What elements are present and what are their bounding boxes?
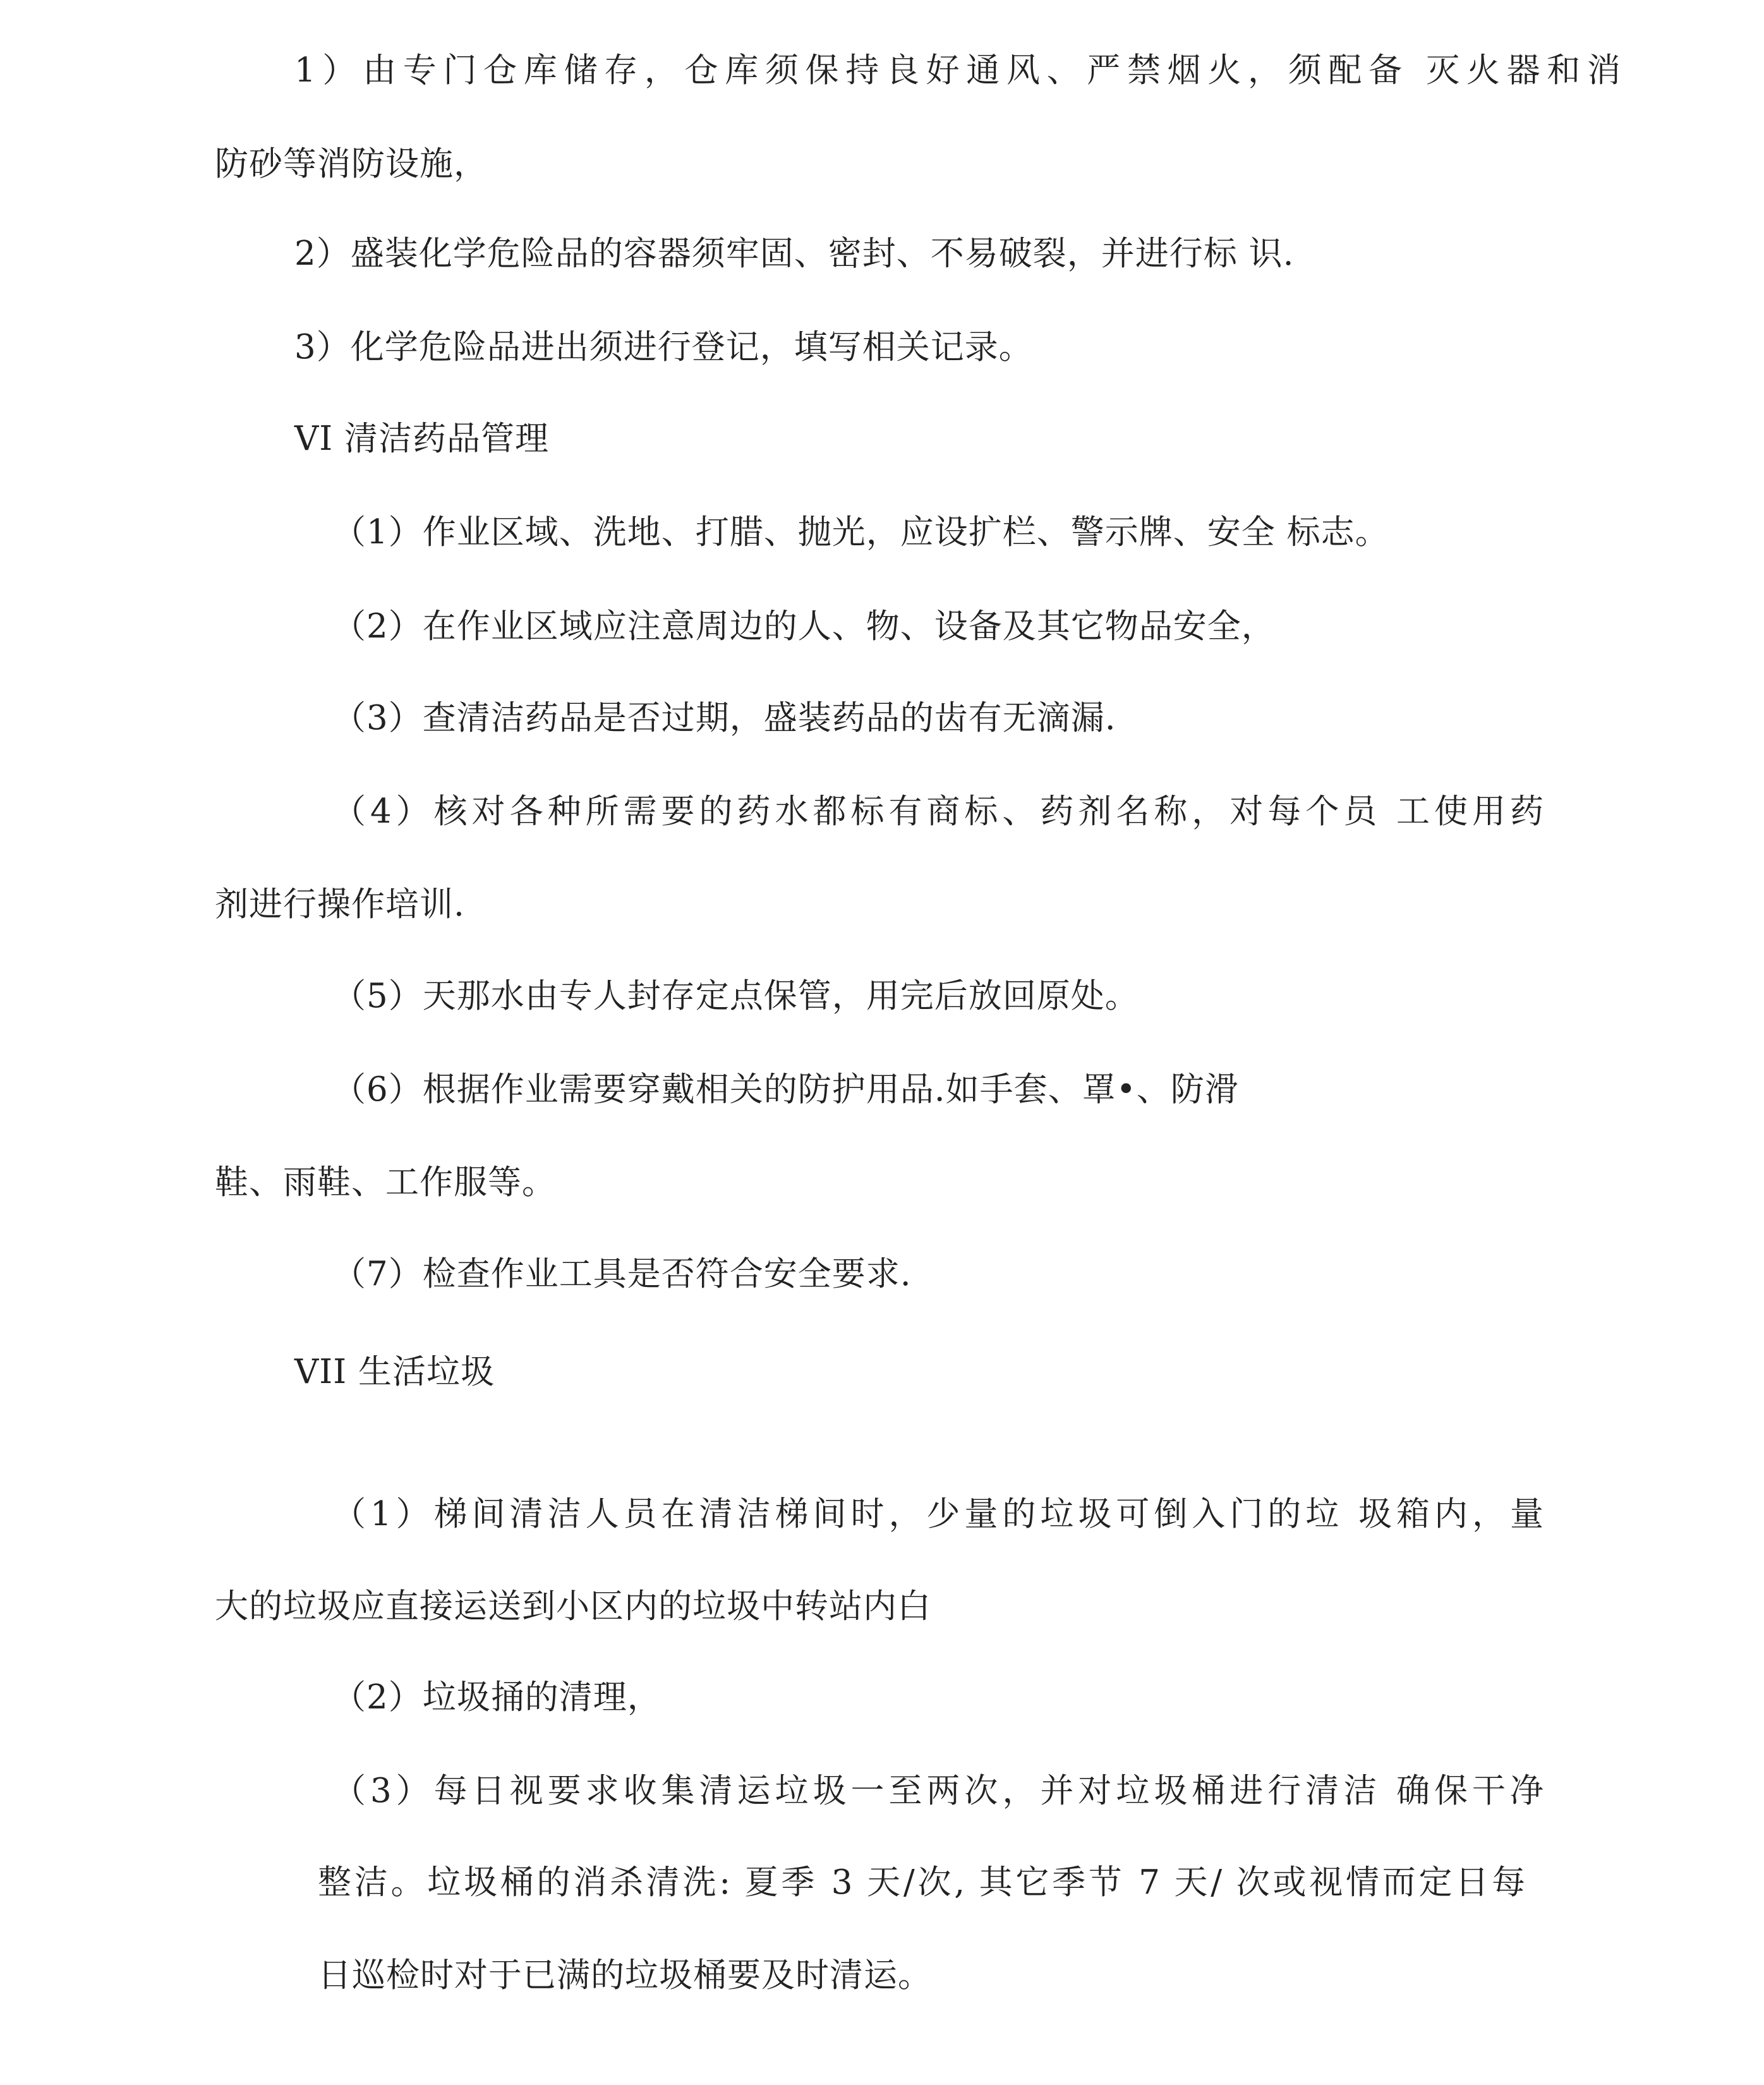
- text-line-storage-2: 2）盛装化学危险品的容器须牢固、密封、不易破裂，并进行标 识.: [294, 234, 1295, 273]
- text-line-waste-3: （3）每日视要求收集清运垃圾一至两次，并对垃圾桶进行清洁 确保干净: [332, 1772, 1544, 1810]
- text-line-waste-3-cont: 整洁。垃圾桶的消杀清洗: 夏季 3 天/次, 其它季节 7 天/ 次或视情而定日每: [318, 1863, 1526, 1902]
- text-line-waste-3-cont2: 日巡检时对于已满的垃圾桶要及时清运。: [318, 1956, 932, 1995]
- text-line-waste-2: （2）垃圾捅的清理，: [332, 1678, 662, 1717]
- text-line-cleaning-5: （5）天那水由专人封存定点保管，用完后放回原处。: [332, 977, 1139, 1015]
- section-heading-domestic-waste: VII 生活垃圾: [294, 1353, 495, 1391]
- text-line-waste-1-cont: 大的垃圾应直接运送到小区内的垃圾中转站内白: [215, 1587, 931, 1626]
- text-line-waste-1: （1）梯间清洁人员在清洁梯间时，少量的垃圾可倒入门的垃 圾箱内，量: [332, 1495, 1544, 1533]
- text-line-cleaning-6: （6）根据作业需要穿戴相关的防护用品.如手套、罩•、防滑: [332, 1070, 1239, 1109]
- text-line-cleaning-7: （7）检查作业工具是否符合安全要求.: [332, 1255, 912, 1293]
- text-line-storage-1-cont: 防砂等消防设施，: [215, 145, 488, 183]
- text-line-cleaning-6-cont: 鞋、雨鞋、工作服等。: [215, 1163, 556, 1202]
- text-line-cleaning-3: （3）查清洁药品是否过期，盛装药品的齿有无滴漏.: [332, 699, 1116, 737]
- text-line-storage-1: 1）由专门仓库储存，仓库须保持良好通风、严禁烟火，须配备 灭火器和消: [294, 51, 1621, 90]
- text-line-cleaning-1: （1）作业区域、洗地、打腊、抛光，应设扩栏、警示牌、安全 标志。: [332, 513, 1389, 552]
- section-heading-cleaning-chemicals: VI 清洁药品管理: [294, 420, 550, 458]
- text-line-cleaning-2: （2）在作业区域应注意周边的人、物、设备及其它物品安全，: [332, 607, 1276, 646]
- text-line-cleaning-4-cont: 剂进行操作培训.: [215, 885, 465, 924]
- text-line-cleaning-4: （4）核对各种所需要的药水都标有商标、药剂名称，对每个员 工使用药: [332, 792, 1544, 831]
- text-line-storage-3: 3）化学危险品进出须进行登记，填写相关记录。: [294, 328, 1033, 366]
